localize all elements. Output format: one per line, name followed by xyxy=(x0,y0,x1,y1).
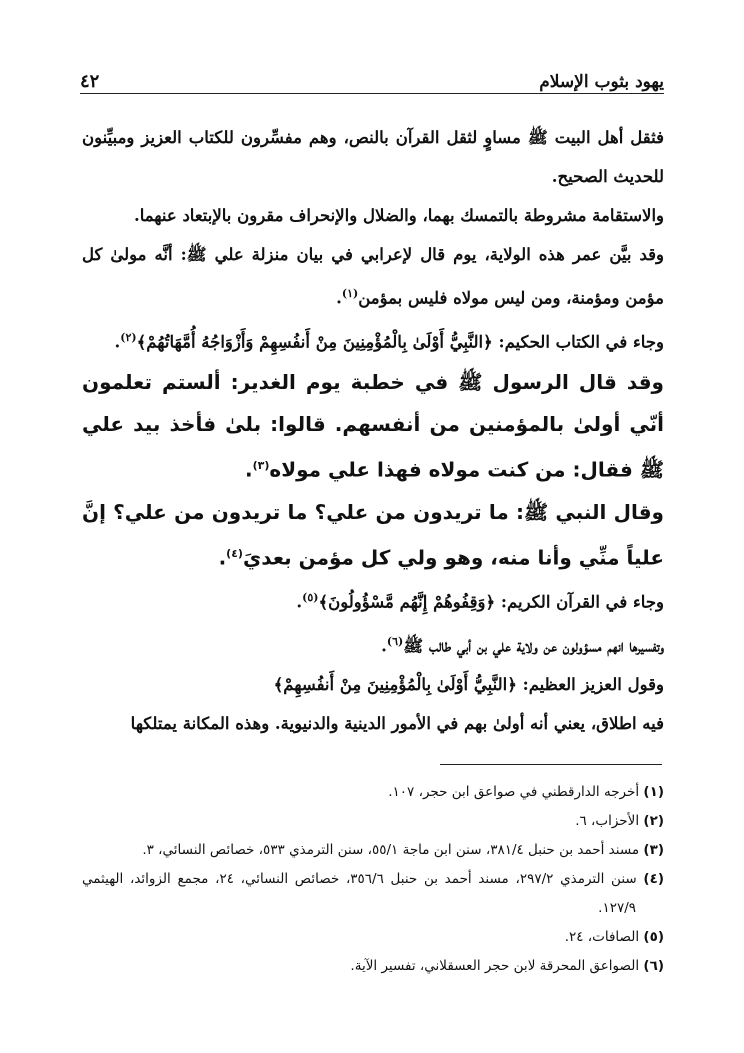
footnote-ref-3: (٣) xyxy=(252,459,270,472)
paragraph-2: والاستقامة مشروطة بالتمسك بهما، والضلال والإنحراف مقرون بالإبتعاد عنهما. xyxy=(133,206,664,225)
footnote-1: (١) أخرجه الدارقطني في صواعق ابن حجر، ١٠٧. xyxy=(388,784,664,800)
paragraph-1: فثقل أهل البيت ﷺ مساوٍ لثقل القرآن بالنص، وهم مفسِّرون للكتاب العزيز ومبيِّنون للحديث الصحيح. xyxy=(82,128,664,186)
page-number: ٤٢ xyxy=(80,71,100,92)
paragraph-8: وتفسيرها انهم مسؤولون عن ولاية علي بن أبي طالب ﷺ$^{(٦)}$. xyxy=(381,634,664,656)
footnote-ref-5: (٥) xyxy=(302,591,319,605)
header-rule xyxy=(80,93,664,94)
paragraph-5: وقد قال الرسول ﷺ في خطبة يوم الغدير: ألستم تعلمون أنّي أولىٰ بالمؤمنين من أنفسهم. قالوا: بلىٰ فأخذ بيد علي ﷺ فقال: من كنت مولاه فهذا علي مولاه$^{(٣)}$. xyxy=(82,370,664,482)
paragraph-4: وجاء في الكتاب الحكيم: ﴿النَّبِيُّ أَوْلَىٰ بِالْمُؤْمِنِينَ مِنْ أَنفُسِهِمْ وَأَزْوَاجُهُ أُمَّهَاتُهُمْ﴾$^{(٢)}$. xyxy=(114,330,664,351)
quran-quote-2: ﴿وَقِفُوهُمْ إِنَّهُم مَّسْؤُولُونَ﴾ xyxy=(318,592,496,612)
page-header xyxy=(80,58,664,92)
footnote-rule xyxy=(440,764,662,765)
footnote-4: (٤) سنن الترمذي ٢٩٧/٢، مسند أحمد بن حنبل ٣٥٦/٦، خصائص النسائي، ٢٤، مجمع الزوائد، الهيثمي ١٢٧/٩. xyxy=(82,871,664,916)
footnote-3: (٣) مسند أحمد بن حنبل ٣٨١/٤، سنن ابن ماجة ٥٥/١، سنن الترمذي ٥٣٣، خصائص النسائي، ٣. xyxy=(142,842,664,858)
footnotes xyxy=(82,778,664,981)
footnote-ref-4: (٤) xyxy=(226,546,243,560)
footnote-2: (٢) الأحزاب، ٦. xyxy=(575,813,664,829)
main-text xyxy=(82,118,664,743)
paragraph-3: وقد بيَّن عمر هذه الولاية، يوم قال لإعرابي في بيان منزلة علي ﷺ: أنَّه مولىٰ كل مؤمن ومؤمنة، ومن ليس مولاه فليس بمؤمن$^{(١)}$. xyxy=(82,245,664,308)
footnote-ref-6: (٦) xyxy=(386,634,404,648)
footnote-ref-2: (٢) xyxy=(120,330,137,344)
paragraph-9: وقول العزيز العظيم: ﴿النَّبِيُّ أَوْلَىٰ بِالْمُؤْمِنِينَ مِنْ أَنفُسِهِمْ﴾ xyxy=(273,675,664,695)
quran-quote-3: ﴿النَّبِيُّ أَوْلَىٰ بِالْمُؤْمِنِينَ مِنْ أَنفُسِهِمْ﴾ xyxy=(273,675,517,695)
footnote-5: (٥) الصافات، ٢٤. xyxy=(564,929,664,945)
quran-quote-1: ﴿النَّبِيُّ أَوْلَىٰ بِالْمُؤْمِنِينَ مِنْ أَنفُسِهِمْ وَأَزْوَاجُهُ أُمَّهَاتُهُمْ﴾ xyxy=(136,332,493,351)
running-title: يهود بثوب الإسلام xyxy=(539,72,664,92)
footnote-6: (٦) الصواعق المحرقة لابن حجر العسقلاني، تفسير الآية. xyxy=(350,958,664,974)
paragraph-10: فيه اطلاق، يعني أنه أولىٰ بهم في الأمور الدينية والدنيوية. وهذه المكانة يمتلكها xyxy=(130,714,664,734)
paragraph-7: وجاء في القرآن الكريم: ﴿وَقِفُوهُمْ إِنَّهُم مَّسْؤُولُونَ﴾$^{(٥)}$. xyxy=(296,591,664,612)
paragraph-6: وقال النبي ﷺ: ما تريدون من علي؟ ما تريدون من علي؟ إنَّ علياً منِّي وأنا منه، وهو ولي كل مؤمن بعديَ$^{(٤)}$. xyxy=(82,499,664,570)
footnote-ref-1: (١) xyxy=(341,287,359,300)
